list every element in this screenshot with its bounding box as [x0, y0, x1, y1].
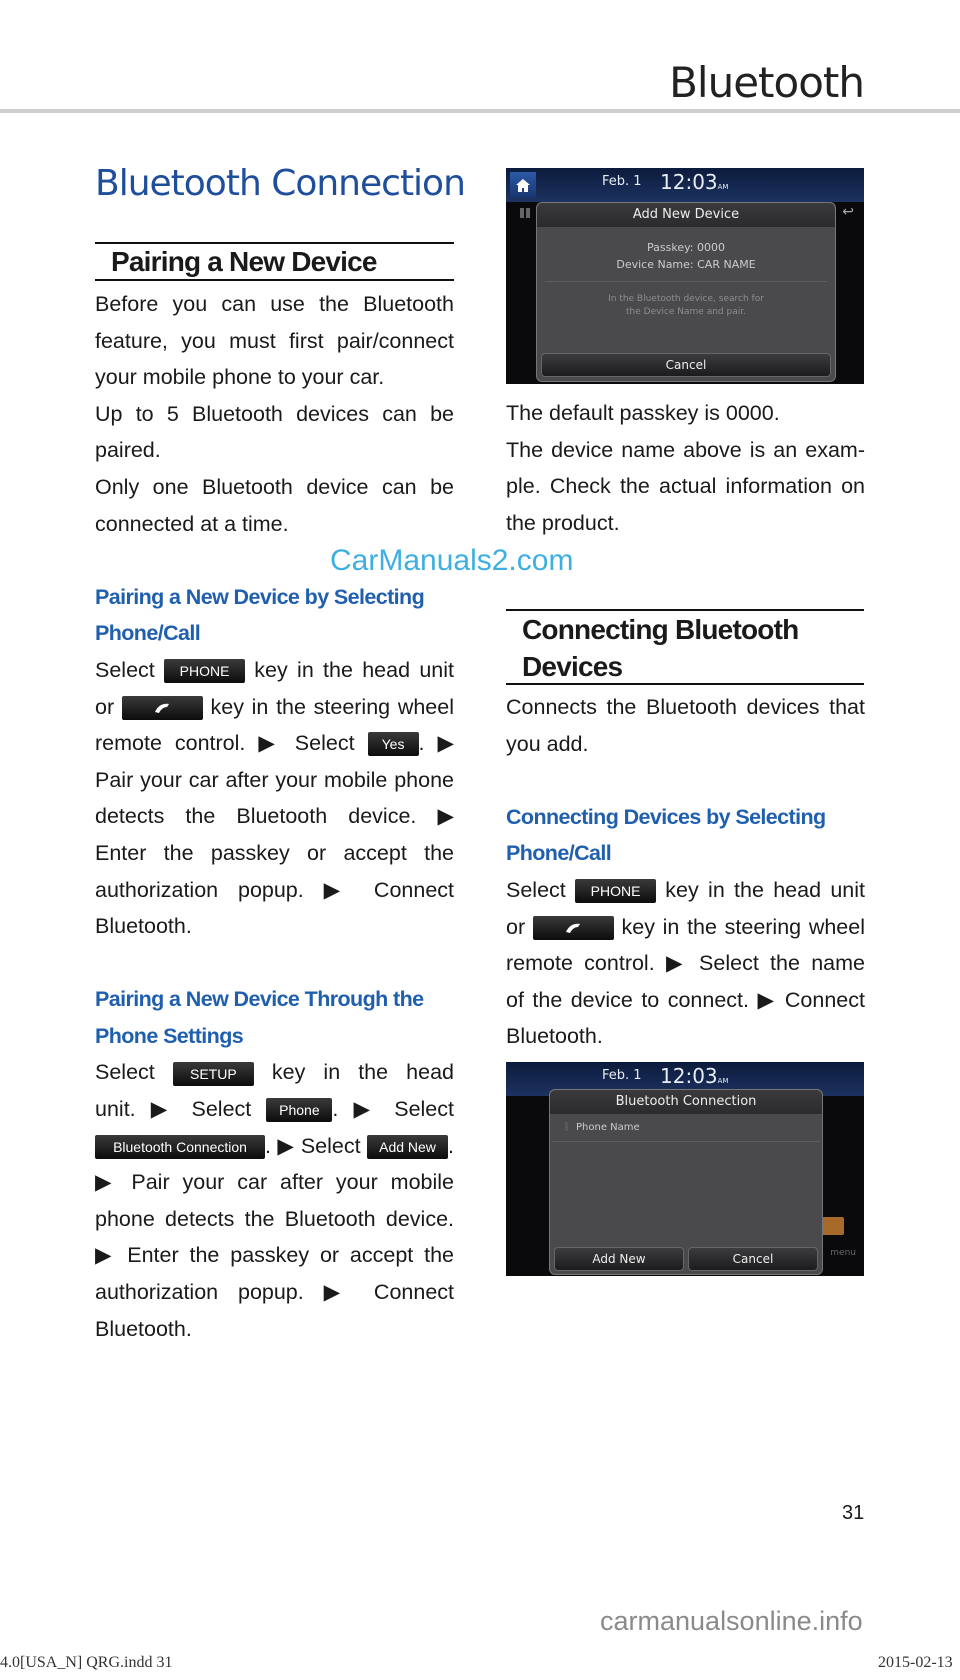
status-bar: [506, 168, 864, 202]
text-segment: detects the Bluetooth device. ▶: [95, 804, 454, 829]
text-line: [95, 652, 454, 689]
text-line: [506, 762, 865, 799]
key-label: Yes: [368, 732, 419, 756]
right-column-text-1: [506, 395, 865, 541]
text-segment: ple. Check the actual information on: [506, 474, 865, 499]
key-label: Bluetooth Connection: [95, 1135, 265, 1159]
dialog-title: Bluetooth Connection: [550, 1090, 822, 1114]
text-line: [506, 945, 865, 982]
text-line: [95, 1164, 454, 1201]
time: 12:03AM: [660, 1064, 729, 1088]
text-line: [95, 908, 454, 945]
device-list-item[interactable]: [552, 1114, 820, 1142]
key-label: PHONE: [164, 659, 245, 683]
text-segment: Before you can use the Bluetooth: [95, 292, 454, 316]
text-segment: Enter the passkey or accept the: [95, 840, 454, 865]
text-segment: Select: [95, 657, 165, 682]
text-line: [95, 469, 454, 506]
text-segment: remote control. ▶ Select: [95, 731, 368, 756]
text-line: [506, 872, 865, 909]
text-line: [95, 396, 454, 433]
text-line: [95, 945, 454, 982]
text-segment: Phone/Call: [95, 621, 201, 646]
add-new-button[interactable]: Add New: [554, 1247, 684, 1271]
passkey-text: Passkey: 0000: [647, 241, 725, 254]
text-line: [506, 505, 865, 542]
header-rule: [0, 109, 960, 113]
left-column-text: [95, 286, 454, 1347]
text-line: [506, 689, 865, 726]
text-line: [95, 286, 454, 323]
folder-icon: [822, 1217, 844, 1235]
text-segment: authorization popup. ▶ Connect: [95, 1280, 454, 1305]
text-segment: paired.: [95, 438, 161, 463]
right-column-text-2: [506, 689, 865, 1055]
text-line: [506, 1018, 865, 1055]
menu-label: menu: [830, 1248, 856, 1258]
text-line: [95, 798, 454, 835]
text-segment: key in the head unit: [656, 877, 865, 902]
subheading-line: [95, 1018, 454, 1055]
header-title: Bluetooth: [669, 58, 864, 107]
subheading-line: [95, 615, 454, 652]
add-new-device-dialog: [536, 202, 836, 382]
watermark: carmanualsonline.info: [600, 1606, 863, 1636]
text-line: [95, 872, 454, 909]
text-segment: Pairing a New Device Through the: [95, 987, 424, 1012]
bluetooth-icon: ᛒ: [564, 1122, 570, 1133]
text-line: [95, 323, 454, 360]
heading-line-2: Devices: [522, 650, 623, 682]
cancel-button[interactable]: Cancel: [541, 353, 831, 377]
footer-date: 2015-02-13: [878, 1654, 953, 1671]
text-line: [506, 726, 865, 763]
device-name-text: Device Name: CAR NAME: [616, 258, 756, 271]
text-segment: connected at a time.: [95, 511, 289, 536]
text-line: [95, 689, 454, 726]
text-segment: key in the steering wheel: [613, 914, 865, 939]
text-line: [506, 395, 865, 432]
text-segment: authorization popup. ▶ Connect: [95, 877, 454, 902]
key-label: SETUP: [173, 1062, 254, 1086]
text-segment: Connecting Devices by Selecting: [506, 804, 826, 829]
phone-call-key-icon: [533, 916, 614, 940]
text-segment: the product.: [506, 510, 620, 535]
text-segment: . ▶ Select: [265, 1133, 368, 1158]
text-segment: Select: [95, 1060, 173, 1085]
text-segment: Bluetooth.: [506, 1024, 603, 1049]
text-segment: of the device to connect. ▶ Connect: [506, 987, 865, 1012]
text-line: [506, 468, 865, 505]
hint-line-1: In the Bluetooth device, search for: [608, 294, 764, 304]
text-segment: Phone/Call: [506, 841, 612, 866]
text-segment: The device name above is an exam-: [506, 437, 865, 462]
text-line: [95, 1311, 454, 1348]
text-line: [95, 1237, 454, 1274]
text-segment: feature, you must first pair/connect: [95, 328, 454, 353]
text-segment: . ▶: [418, 731, 454, 756]
text-line: [95, 359, 454, 396]
text-line: [95, 1274, 454, 1311]
text-segment: your mobile phone to your car.: [95, 365, 385, 390]
text-line: [95, 1091, 454, 1128]
text-segment: .: [448, 1133, 454, 1158]
bluetooth-connection-dialog: [549, 1089, 823, 1275]
subheading-line: [506, 835, 865, 872]
text-line: [95, 762, 454, 799]
text-segment: phone detects the Bluetooth device.: [95, 1206, 454, 1231]
text-segment: key in the head unit: [245, 657, 454, 682]
text-segment: or: [95, 694, 122, 719]
subheading-line: [95, 981, 454, 1018]
key-label: Add New: [367, 1135, 448, 1159]
time: 12:03AM: [660, 170, 729, 194]
text-segment: Select: [506, 877, 576, 902]
page-number: 31: [842, 1502, 865, 1524]
subheading-line: [95, 579, 454, 616]
date: Feb. 1: [602, 174, 642, 189]
text-segment: The default passkey is 0000.: [506, 401, 780, 425]
key-label: Phone: [266, 1098, 332, 1122]
text-segment: remote control. ▶ Select the name: [506, 951, 865, 976]
text-segment: Only one Bluetooth device can be: [95, 474, 454, 499]
hint-line-2: the Device Name and pair.: [626, 307, 746, 317]
text-segment: Pairing a New Device by Selecting: [95, 584, 425, 609]
text-segment: Phone Settings: [95, 1023, 244, 1048]
text-line: [95, 1054, 454, 1091]
key-label: PHONE: [575, 879, 656, 903]
text-segment: . ▶ Select: [332, 1097, 454, 1122]
text-line: [95, 1201, 454, 1238]
text-line: [95, 1128, 454, 1165]
section-title: Bluetooth Connection: [95, 163, 465, 204]
text-segment: Bluetooth.: [95, 1316, 192, 1341]
text-segment: unit. ▶ Select: [95, 1097, 267, 1122]
dialog-title: Add New Device: [537, 203, 835, 227]
text-segment: you add.: [506, 731, 589, 756]
text-line: [506, 982, 865, 1019]
text-line: [95, 432, 454, 469]
pairing-heading: Pairing a New Device: [95, 242, 454, 281]
grid-icon: [520, 208, 530, 218]
date: Feb. 1: [602, 1068, 642, 1083]
subheading-line: [506, 799, 865, 836]
footer-file-info: 4.0[USA_N] QRG.indd 31: [0, 1654, 173, 1671]
heading-line-1: Connecting Bluetooth: [522, 614, 799, 645]
text-segment: ▶ Enter the passkey or accept the: [95, 1243, 454, 1268]
text-segment: key in the head: [253, 1060, 454, 1085]
text-line: [95, 506, 454, 543]
text-segment: key in the steering wheel: [202, 694, 454, 719]
text-segment: Bluetooth.: [95, 914, 192, 939]
text-line: [95, 835, 454, 872]
add-new-device-screenshot: [506, 168, 864, 384]
bluetooth-connection-screenshot: [506, 1062, 864, 1276]
back-icon: ↩: [842, 204, 854, 220]
text-segment: Pair your car after your mobile phone: [95, 767, 454, 792]
text-segment: Up to 5 Bluetooth devices can be: [95, 401, 454, 426]
watermark: CarManuals2.com: [330, 544, 574, 577]
text-line: [95, 725, 454, 762]
home-icon: [510, 172, 536, 198]
cancel-button[interactable]: Cancel: [688, 1247, 818, 1271]
connecting-heading: [506, 609, 864, 685]
phone-call-key-icon: [122, 696, 203, 720]
text-segment: ▶ Pair your car after your mobile: [95, 1170, 454, 1195]
text-line: [506, 909, 865, 946]
device-name: Phone Name: [576, 1122, 640, 1133]
text-line: [506, 432, 865, 469]
text-segment: or: [506, 914, 533, 939]
text-segment: Connects the Bluetooth devices that: [506, 695, 865, 719]
